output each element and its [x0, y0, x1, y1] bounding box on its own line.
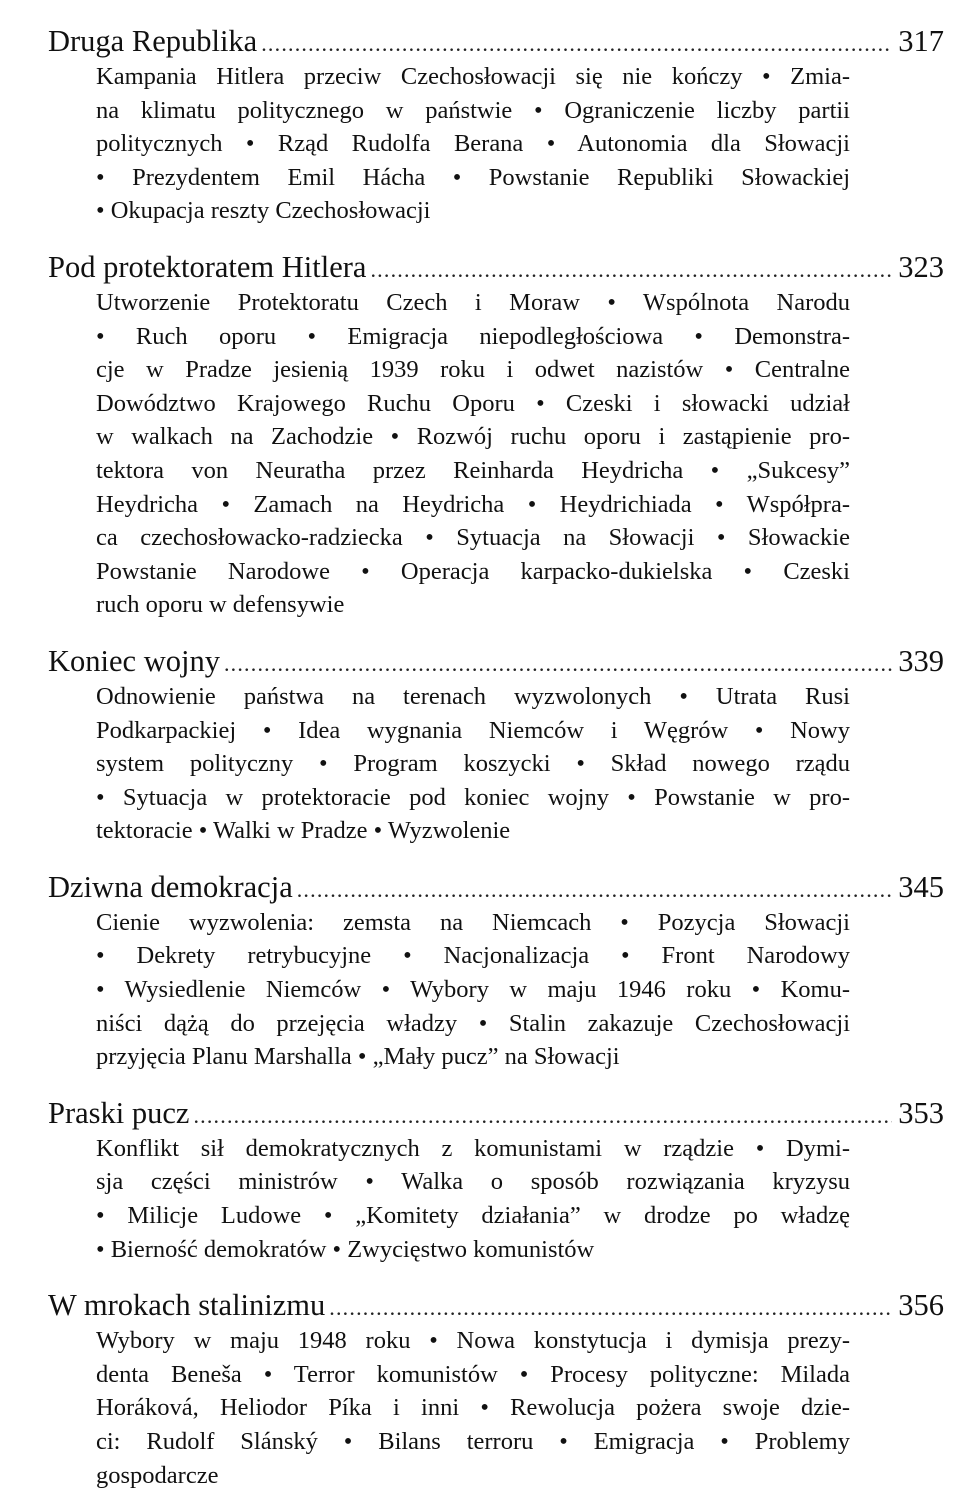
topic-line: • Wysiedlenie Niemców • Wybory w maju 1946 roku • Komu- [96, 976, 850, 1004]
toc-entry-heading [48, 642, 944, 680]
topic-line: Podkarpackiej • Idea wygnania Niemców i Węgrów • Nowy [96, 716, 850, 744]
topic-line: • Prezydentem Emil Hácha • Powstanie Republiki Słowackiej [96, 163, 850, 191]
topic-line: Odnowienie państwa na terenach wyzwolonych • Utrata Rusi [96, 682, 850, 710]
chapter-title: Praski pucz [48, 1095, 190, 1130]
topic-line: • Dekrety retrybucyjne • Nacjonalizacja • Front Narodowy [96, 942, 850, 970]
page-number: 323 [898, 249, 944, 284]
page-number: 339 [898, 643, 944, 678]
dot-leader [261, 25, 892, 63]
toc-entry-heading [48, 1286, 944, 1324]
page-number: 356 [898, 1288, 944, 1323]
page-number: 345 [898, 869, 944, 904]
topic-line: Kampania Hitlera przeciw Czechosłowacji się nie kończy • Zmia- [96, 63, 850, 90]
topic-line: • Okupacja reszty Czechosłowacji [96, 197, 431, 225]
topic-line: • Bierność demokratów • Zwycięstwo komunistów [96, 1235, 595, 1263]
chapter-topics [96, 1132, 850, 1266]
topic-line: Dowództwo Krajowego Ruchu Oporu • Czeski i słowacki udział [96, 389, 850, 417]
page-number: 353 [898, 1095, 944, 1130]
chapter-title: Koniec wojny [48, 643, 220, 678]
chapter-topics [96, 286, 850, 622]
toc-entry-heading [48, 248, 944, 286]
topic-line: niści dążą do przejęcia władzy • Stalin zakazuje Czechosłowacji [96, 1009, 850, 1037]
topic-line: • Ruch oporu • Emigracja niepodległościowa • Demonstra- [96, 322, 850, 350]
toc-entry-heading [48, 22, 944, 60]
chapter-topics [96, 60, 850, 228]
topic-line: Konflikt sił demokratycznych z komunistami w rządzie • Dymi- [96, 1134, 850, 1162]
topic-line: sja części ministrów • Walka o sposób rozwiązania kryzysu [96, 1168, 850, 1196]
chapter-title: W mrokach stalinizmu [48, 1288, 326, 1323]
toc-entry [48, 22, 944, 228]
chapter-topics [96, 680, 850, 848]
table-of-contents [48, 22, 944, 1512]
page-number: 317 [898, 24, 944, 58]
topic-line: system polityczny • Program koszycki • Skład nowego rządu [96, 750, 850, 778]
toc-entry-heading [48, 868, 944, 906]
chapter-topics [96, 1324, 850, 1492]
topic-line: Utworzenie Protektoratu Czech i Moraw • Wspólnota Narodu [96, 288, 850, 316]
dot-leader [297, 871, 893, 909]
topic-line: cje w Pradze jesienią 1939 roku i odwet nazistów • Centralne [96, 356, 850, 384]
topic-line: • Sytuacja w protektoracie pod koniec wojny • Powstanie w pro- [96, 783, 850, 811]
topic-line: denta Beneša • Terror komunistów • Procesy polityczne: Milada [96, 1360, 850, 1388]
chapter-title: Dziwna demokracja [48, 869, 293, 904]
topic-line: przyjęcia Planu Marshalla • „Mały pucz” na Słowacji [96, 1043, 620, 1071]
topic-line: Cienie wyzwolenia: zemsta na Niemcach • Pozycja Słowacji [96, 908, 850, 936]
topic-line: w walkach na Zachodzie • Rozwój ruchu oporu i zastąpienie pro- [96, 423, 850, 451]
topic-line: gospodarcze [96, 1461, 219, 1489]
toc-entry-heading [48, 1094, 944, 1132]
topic-line: Heydricha • Zamach na Heydricha • Heydrichiada • Współpra- [96, 490, 850, 518]
chapter-title: Pod protektoratem Hitlera [48, 249, 367, 284]
topic-line: ca czechosłowacko-radziecka • Sytuacja na Słowacji • Słowackie [96, 524, 850, 552]
dot-leader [370, 251, 892, 289]
topic-line: Powstanie Narodowe • Operacja karpacko-dukielska • Czeski [96, 557, 850, 585]
toc-entry [48, 248, 944, 622]
topic-line: tektora von Neuratha przez Reinharda Heydricha • „Sukcesy” [96, 456, 850, 484]
chapter-topics [96, 906, 850, 1074]
topic-line: tektoracie • Walki w Pradze • Wyzwolenie [96, 817, 511, 845]
toc-entry [48, 642, 944, 848]
toc-entry [48, 868, 944, 1074]
toc-entry [48, 1094, 944, 1266]
dot-leader [193, 1097, 892, 1135]
topic-line: Horáková, Heliodor Píka i inni • Rewolucja pożera swoje dzie- [96, 1394, 850, 1422]
topic-line: • Milicje Ludowe • „Komitety działania” w drodze po władzę [96, 1202, 850, 1230]
topic-line: ruch oporu w defensywie [96, 591, 345, 619]
topic-line: Wybory w maju 1948 roku • Nowa konstytucja i dymisja prezy- [96, 1327, 850, 1355]
topic-line: na klimatu politycznego w państwie • Ograniczenie liczby partii [96, 96, 850, 124]
chapter-title: Druga Republika [48, 24, 258, 58]
topic-line: ci: Rudolf Slánský • Bilans terroru • Emigracja • Problemy [96, 1428, 850, 1455]
topic-line: politycznych • Rząd Rudolfa Berana • Autonomia dla Słowacji [96, 130, 850, 158]
dot-leader [329, 1289, 892, 1327]
dot-leader [224, 645, 892, 683]
toc-entry [48, 1286, 944, 1492]
